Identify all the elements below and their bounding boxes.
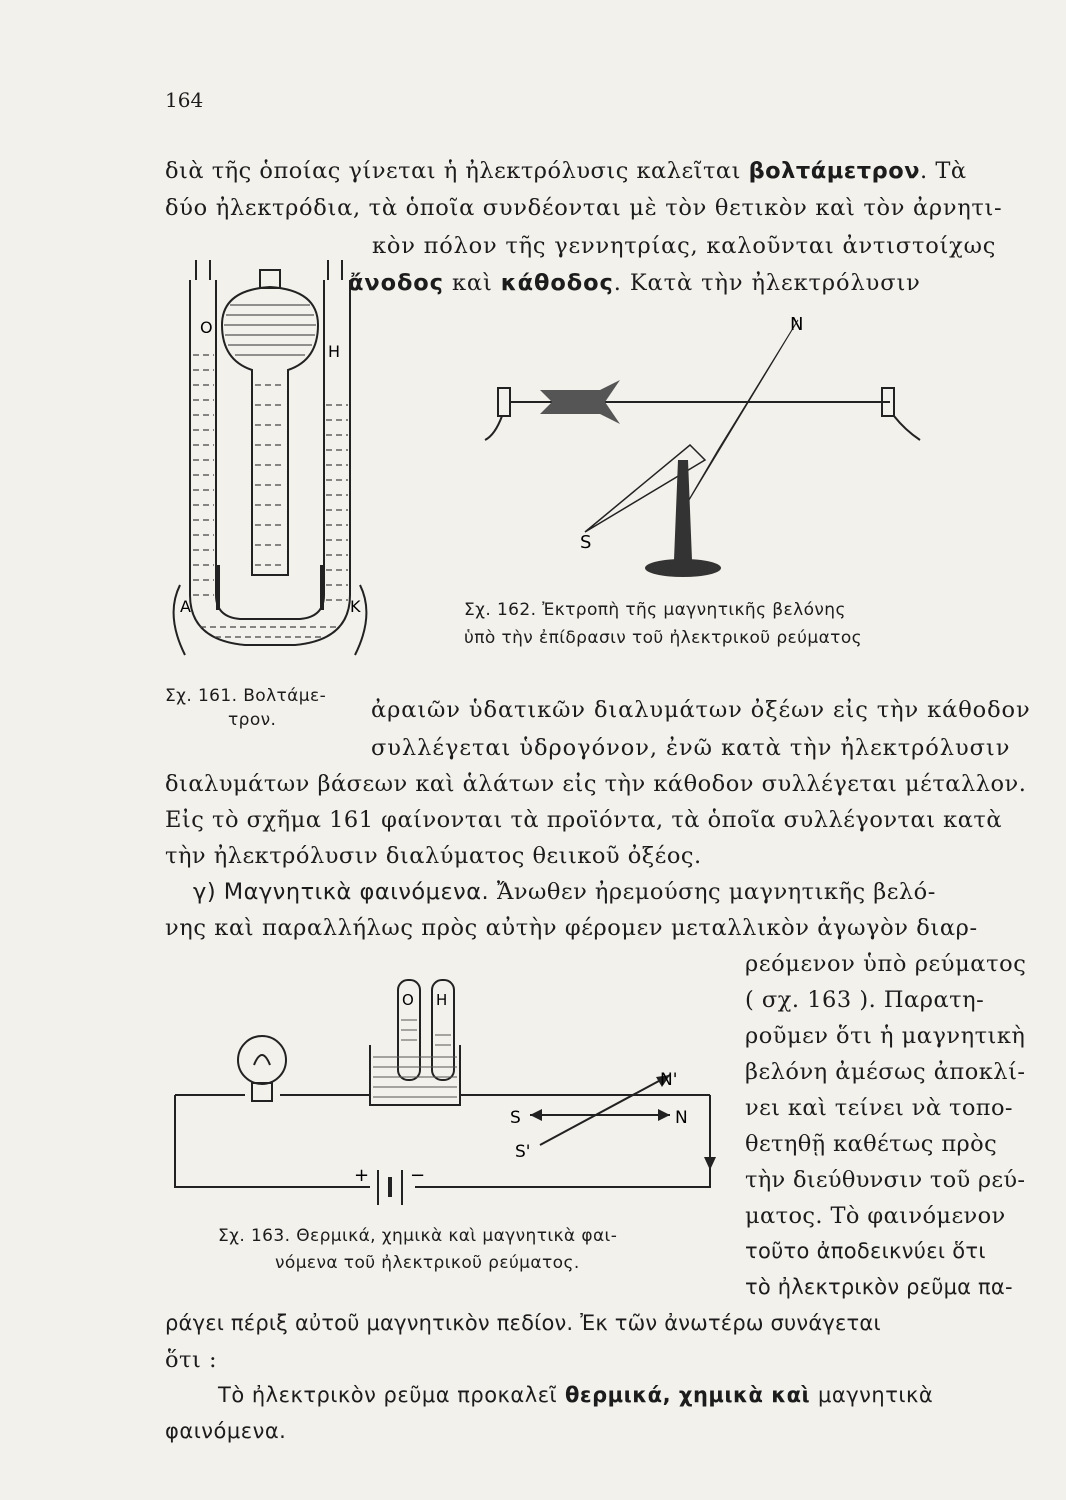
current-direction-arrow bbox=[704, 1157, 716, 1170]
arrow-north bbox=[658, 1109, 670, 1121]
lamp-bulb bbox=[238, 1036, 286, 1084]
text-line-13: ὅτι : bbox=[165, 1347, 218, 1373]
text-line-9: τὴν ἠλεκτρόλυσιν διαλύματος θειικοῦ ὀξέος. bbox=[165, 843, 702, 869]
text-line-7: διαλυμάτων βάσεων καὶ ἁλάτων εἰς τὴν κάθοδον συλλέγεται μέταλλον. bbox=[165, 771, 1027, 797]
reservoir-bulb bbox=[222, 287, 318, 575]
caption-fig-163-line-2: νόμενα τοῦ ἠλεκτρικοῦ ρεύματος. bbox=[275, 1253, 580, 1273]
conclusion-magnetic: μαγνητικὰ bbox=[818, 1383, 934, 1407]
caption-fig-161-line-1: Σχ. 161. Βολτάμε- bbox=[165, 686, 327, 706]
figure-162-needle-deflection bbox=[480, 310, 930, 590]
text-right-9: τοῦτο ἀποδεικνύει ὅτι bbox=[745, 1239, 986, 1263]
arrow-south bbox=[530, 1109, 542, 1121]
text-right-3: ροῦμεν ὅτι ἡ μαγνητικὴ bbox=[745, 1023, 1026, 1049]
label-hydrogen-161: H bbox=[328, 342, 341, 361]
label-oxygen-161: O bbox=[200, 318, 213, 337]
text-line-6: συλλέγεται ὑδρογόνον, ἐνῶ κατὰ τὴν ἠλεκτρόλυσιν bbox=[371, 735, 1011, 761]
caption-fig-161-line-2: τρον. bbox=[228, 710, 277, 730]
lamp-filament bbox=[254, 1055, 270, 1065]
caption-fig-162-line-1: Σχ. 162. Ἐκτροπὴ τῆς μαγνητικῆς βελόνης bbox=[464, 600, 846, 620]
bulb-hatching bbox=[224, 305, 316, 355]
figure-163-circuit bbox=[170, 965, 730, 1200]
text-line-10 bbox=[193, 879, 936, 905]
text-right-2: ( σχ. 163 ). Παρατη- bbox=[745, 987, 985, 1013]
needle-pivot-stand bbox=[674, 460, 692, 560]
text-line-1 bbox=[165, 158, 967, 184]
caption-fig-163-line-1: Σχ. 163. Θερμικά, χημικὰ καὶ μαγνητικὰ φαι- bbox=[218, 1226, 618, 1246]
text-line-1-start: διὰ τῆς ὁποίας γίνεται ἡ ἠλεκτρόλυσις καλεῖται bbox=[165, 158, 741, 184]
lamp-socket bbox=[252, 1083, 272, 1101]
text-line-5: ἀραιῶν ὑδατικῶν διαλυμάτων ὀξέων εἰς τὴν κάθοδον bbox=[371, 697, 1031, 723]
section-heading-magnetic: γ) Μαγνητικὰ φαινόμενα. bbox=[193, 879, 490, 905]
text-line-10-end: Ἄνωθεν ἠρεμούσης μαγνητικῆς βελό- bbox=[489, 879, 936, 905]
text-line-3: κὸν πόλον τῆς γεννητρίας, καλοῦνται ἀντιστοίχως bbox=[372, 233, 997, 259]
text-right-8: ματος. Τὸ φαινόμενον bbox=[745, 1203, 1006, 1229]
text-line-8: Εἰς τὸ σχῆμα 161 φαίνονται τὰ προϊόντα, τὰ ὁποῖα συλλέγονται κατὰ bbox=[165, 807, 1003, 833]
lead-right bbox=[894, 416, 920, 440]
label-anode: A bbox=[180, 597, 191, 616]
lead-left bbox=[485, 416, 502, 440]
label-oxygen-163: O bbox=[402, 991, 414, 1009]
circuit-wire-right bbox=[415, 1095, 710, 1187]
clamp-left bbox=[498, 388, 510, 416]
conclusion-start: Τὸ ἠλεκτρικὸν ρεῦμα προκαλεῖ bbox=[218, 1383, 558, 1407]
label-north-162: N bbox=[790, 314, 804, 335]
label-minus: − bbox=[410, 1165, 426, 1186]
text-right-6: θετηθῇ καθέτως πρὸς bbox=[745, 1131, 998, 1157]
text-right-4: βελόνη ἀμέσως ἀποκλί- bbox=[745, 1059, 1026, 1085]
u-tube-inner bbox=[216, 280, 324, 619]
compass-needle-deflected bbox=[540, 1075, 670, 1145]
label-hydrogen-163: H bbox=[436, 991, 448, 1009]
reservoir-neck bbox=[260, 270, 280, 288]
figure-161-voltameter bbox=[160, 255, 390, 675]
label-cathode: K bbox=[350, 597, 361, 616]
text-line-4-and: καὶ bbox=[443, 270, 501, 296]
wire-right bbox=[355, 585, 366, 655]
wire-left bbox=[174, 585, 185, 655]
text-line-11: νης καὶ παραλλήλως πρὸς αὐτὴν φέρομεν μεταλλικὸν ἀγωγὸν διαρ- bbox=[165, 915, 978, 941]
caption-fig-162-line-2: ὑπὸ τὴν ἐπίδρασιν τοῦ ἠλεκτρικοῦ ρεύματος bbox=[464, 628, 862, 648]
term-cathode: κάθοδος bbox=[500, 270, 614, 296]
text-line-12: ράγει πέριξ αὐτοῦ μαγνητικὸν πεδίον. Ἐκ τῶν ἀνωτέρω συνάγεται bbox=[165, 1311, 881, 1335]
text-line-15: φαινόμενα. bbox=[165, 1419, 287, 1443]
circuit-wire-left bbox=[175, 1095, 370, 1187]
needle-north-half bbox=[680, 320, 798, 515]
term-anode: ἄνοδος bbox=[348, 270, 444, 296]
page-number: 164 bbox=[165, 88, 204, 112]
text-right-10: τὸ ἠλεκτρικὸν ρεῦμα πα- bbox=[745, 1275, 1013, 1299]
text-line-14 bbox=[218, 1383, 933, 1407]
conclusion-effects: θερμικά, χημικὰ καὶ bbox=[557, 1383, 819, 1407]
text-line-2: δύο ἠλεκτρόδια, τὰ ὁποῖα συνδέονται μὲ τὸν θετικὸν καὶ τὸν ἀρνητι- bbox=[165, 195, 1003, 221]
term-voltameter: βολτάμετρον bbox=[748, 158, 921, 184]
text-right-1: ρεόμενον ὑπὸ ρεύματος bbox=[745, 951, 1027, 977]
label-plus: + bbox=[354, 1165, 370, 1186]
label-s: S bbox=[510, 1108, 521, 1128]
vessel bbox=[370, 1045, 460, 1105]
label-s-prime: S' bbox=[515, 1142, 531, 1162]
text-line-4-end: . Κατὰ τὴν ἠλεκτρόλυσιν bbox=[613, 270, 921, 296]
label-n-prime: N' bbox=[660, 1070, 678, 1090]
text-right-5: νει καὶ τείνει νὰ τοπο- bbox=[745, 1095, 1013, 1121]
vessel-liquid-hatching bbox=[373, 1020, 457, 1097]
label-n: N bbox=[675, 1108, 688, 1128]
text-line-1-end: . Τὰ bbox=[920, 158, 967, 184]
text-line-4 bbox=[348, 270, 921, 296]
label-south-162: S bbox=[580, 532, 592, 553]
needle-base bbox=[645, 559, 721, 577]
text-right-7: τὴν διεύθυνσιν τοῦ ρεύ- bbox=[745, 1167, 1026, 1193]
